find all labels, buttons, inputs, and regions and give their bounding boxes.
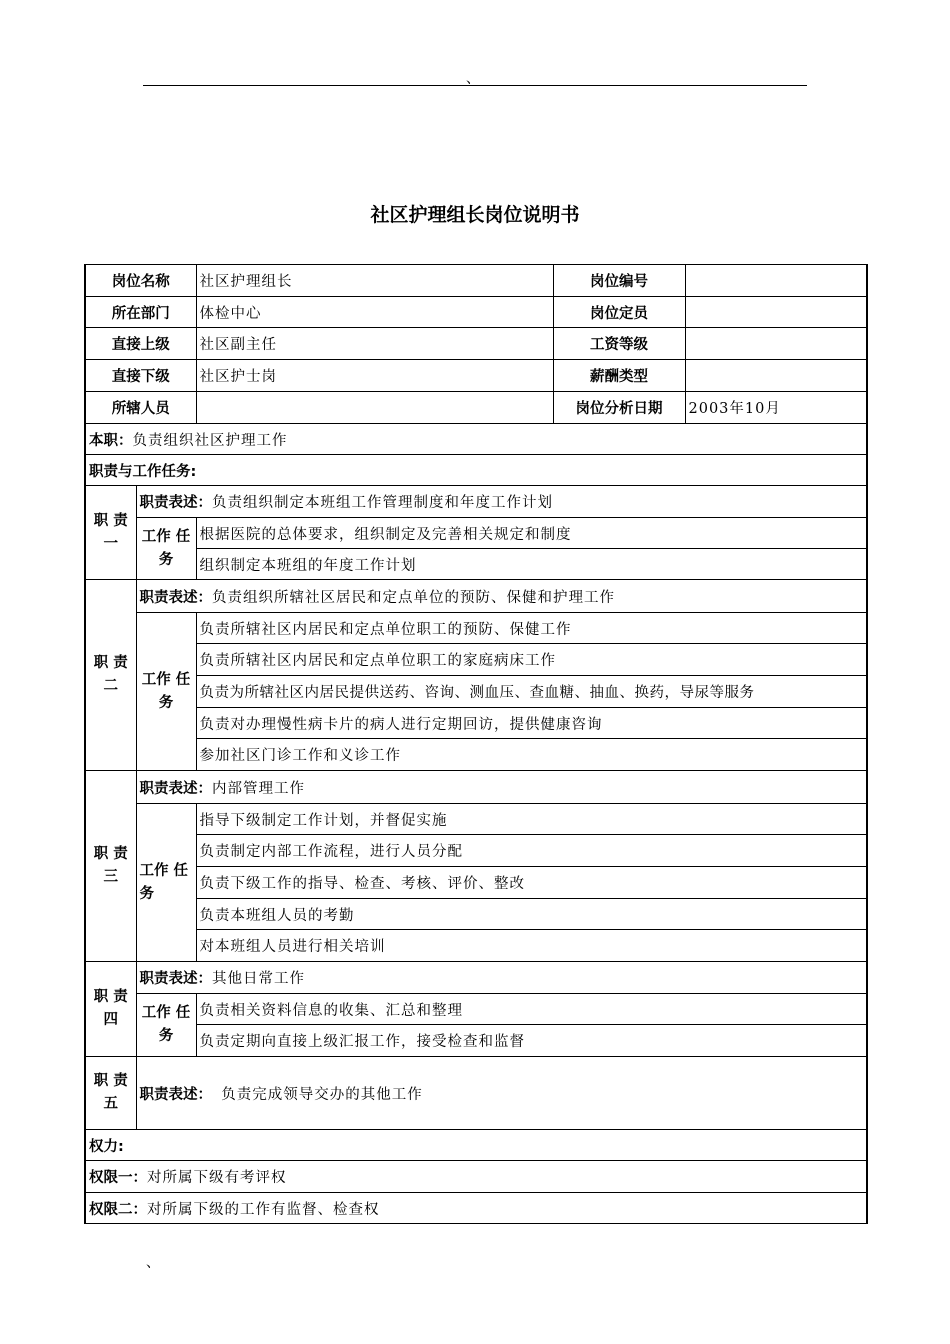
jurisdiction-label: 所辖人员 <box>85 392 196 424</box>
duty-2-task: 负责为所辖社区内居民提供送药、咨询、测血压、查血糖、抽血、换药，导尿等服务 <box>196 676 867 708</box>
duties-header: 职责与工作任务: <box>85 455 867 486</box>
duty-2-statement-text: 负责组织所辖社区居民和定点单位的预防、保健和护理工作 <box>212 589 615 606</box>
authority-item-1 <box>85 1161 867 1193</box>
department-label: 所在部门 <box>85 297 196 328</box>
headcount-label: 岗位定员 <box>553 297 685 328</box>
duty-2-statement-row <box>85 580 867 613</box>
authority-item-2 <box>85 1193 867 1224</box>
subordinate-value: 社区护士岗 <box>196 360 553 392</box>
duty-4-task-row <box>85 1025 867 1057</box>
authority-item-2-label: 权限二： <box>89 1201 147 1218</box>
duty-3-task-row <box>85 899 867 930</box>
duty-3-statement-row <box>85 771 867 804</box>
duty-5-statement <box>136 1057 867 1130</box>
duty-4-statement <box>136 962 867 994</box>
duty-3-task-row <box>85 835 867 867</box>
row-jurisdiction <box>85 392 867 424</box>
authority-row <box>85 1161 867 1193</box>
position-code-value <box>685 265 867 297</box>
duty-1-statement <box>136 486 867 518</box>
row-position-name <box>85 265 867 297</box>
duty-3-task: 负责下级工作的指导、检查、考核、评价、整改 <box>196 867 867 899</box>
authority-item-2-text: 对所属下级的工作有监督、检查权 <box>147 1201 380 1218</box>
duty-3-statement-label: 职责表述： <box>139 780 212 797</box>
salary-grade-label: 工资等级 <box>553 328 685 360</box>
footer-mark: 、 <box>146 1255 160 1271</box>
row-subordinate <box>85 360 867 392</box>
duty-5-label: 职 责 五 <box>85 1057 136 1130</box>
duty-2-task-row <box>85 613 867 644</box>
duty-2-statement <box>136 580 867 613</box>
duty-2-task: 负责所辖社区内居民和定点单位职工的预防、保健工作 <box>196 613 867 644</box>
duty-4-label: 职 责 四 <box>85 962 136 1057</box>
headcount-value <box>685 297 867 328</box>
jurisdiction-value <box>196 392 553 424</box>
duty-1-task: 根据医院的总体要求，组织制定及完善相关规定和制度 <box>196 518 867 549</box>
position-name-label: 岗位名称 <box>85 265 196 297</box>
subordinate-label: 直接下级 <box>85 360 196 392</box>
authority-header: 权力: <box>85 1130 867 1161</box>
header-mark: 、 <box>466 71 480 87</box>
duty-3-task: 负责制定内部工作流程，进行人员分配 <box>196 835 867 867</box>
duty-4-task-row <box>85 994 867 1025</box>
duty-1-statement-text: 负责组织制定本班组工作管理制度和年度工作计划 <box>212 495 553 511</box>
duty-2-label: 职 责 二 <box>85 580 136 771</box>
job-description-table <box>84 264 868 1224</box>
duty-5-row <box>85 1057 867 1130</box>
duty-2-task: 负责所辖社区内居民和定点单位职工的家庭病床工作 <box>196 644 867 676</box>
duty-3-statement <box>136 771 867 804</box>
salary-grade-value <box>685 328 867 360</box>
analysis-date-value: 2003年10月 <box>685 392 867 424</box>
duty-3-statement-text: 内部管理工作 <box>212 780 305 797</box>
row-duties-header <box>85 455 867 486</box>
analysis-date-label: 岗位分析日期 <box>553 392 685 424</box>
duty-2-task-row <box>85 676 867 708</box>
page-title: 社区护理组长岗位说明书 <box>370 204 580 226</box>
row-department <box>85 297 867 328</box>
duty-3-task-label: 工作 任务 <box>136 804 196 962</box>
duty-1-task-label: 工作 任务 <box>136 518 196 580</box>
duty-3-task-row <box>85 804 867 835</box>
position-code-label: 岗位编号 <box>553 265 685 297</box>
superior-label: 直接上级 <box>85 328 196 360</box>
duty-4-statement-row <box>85 962 867 994</box>
duty-4-task: 负责定期向直接上级汇报工作，接受检查和监督 <box>196 1025 867 1057</box>
duty-5-statement-label: 职责表述： <box>139 1086 212 1103</box>
header-rule <box>143 85 807 86</box>
duty-5-statement-text: 负责完成领导交办的其他工作 <box>221 1086 423 1103</box>
duty-2-statement-label: 职责表述： <box>139 589 212 606</box>
superior-value: 社区副主任 <box>196 328 553 360</box>
duty-3-task: 负责本班组人员的考勤 <box>196 899 867 930</box>
duty-1-task-row <box>85 518 867 549</box>
row-superior <box>85 328 867 360</box>
duty-2-task-row <box>85 739 867 771</box>
position-name-value: 社区护理组长 <box>196 265 553 297</box>
duty-1-task: 组织制定本班组的年度工作计划 <box>196 549 867 580</box>
duty-2-task: 负责对办理慢性病卡片的病人进行定期回访，提供健康咨询 <box>196 708 867 739</box>
duty-4-task-label: 工作 任务 <box>136 994 196 1057</box>
duty-1-label: 职 责 一 <box>85 486 136 580</box>
duty-1-statement-label: 职责表述： <box>139 495 212 511</box>
duty-3-task: 指导下级制定工作计划，并督促实施 <box>196 804 867 835</box>
department-value: 体检中心 <box>196 297 553 328</box>
row-core-duty <box>85 424 867 455</box>
duty-3-task-row <box>85 930 867 962</box>
row-authority-header <box>85 1130 867 1161</box>
duty-3-task-row <box>85 867 867 899</box>
duty-1-task-row <box>85 549 867 580</box>
duty-3-label: 职 责 三 <box>85 771 136 962</box>
core-duty-label: 本职： <box>89 432 133 449</box>
duty-2-task-row <box>85 644 867 676</box>
duty-2-task-label: 工作 任务 <box>136 613 196 771</box>
pay-type-label: 薪酬类型 <box>553 360 685 392</box>
duty-3-task: 对本班组人员进行相关培训 <box>196 930 867 962</box>
core-duty-text: 负责组织社区护理工作 <box>132 432 288 449</box>
core-duty <box>85 424 867 455</box>
duty-2-task-row <box>85 708 867 739</box>
duty-1-statement-row <box>85 486 867 518</box>
authority-row <box>85 1193 867 1224</box>
duty-2-task: 参加社区门诊工作和义诊工作 <box>196 739 867 771</box>
authority-item-1-label: 权限一： <box>89 1170 147 1186</box>
duty-4-task: 负责相关资料信息的收集、汇总和整理 <box>196 994 867 1025</box>
pay-type-value <box>685 360 867 392</box>
authority-item-1-text: 对所属下级有考评权 <box>147 1170 287 1186</box>
duty-4-statement-text: 其他日常工作 <box>212 971 305 987</box>
duty-4-statement-label: 职责表述： <box>139 971 212 987</box>
